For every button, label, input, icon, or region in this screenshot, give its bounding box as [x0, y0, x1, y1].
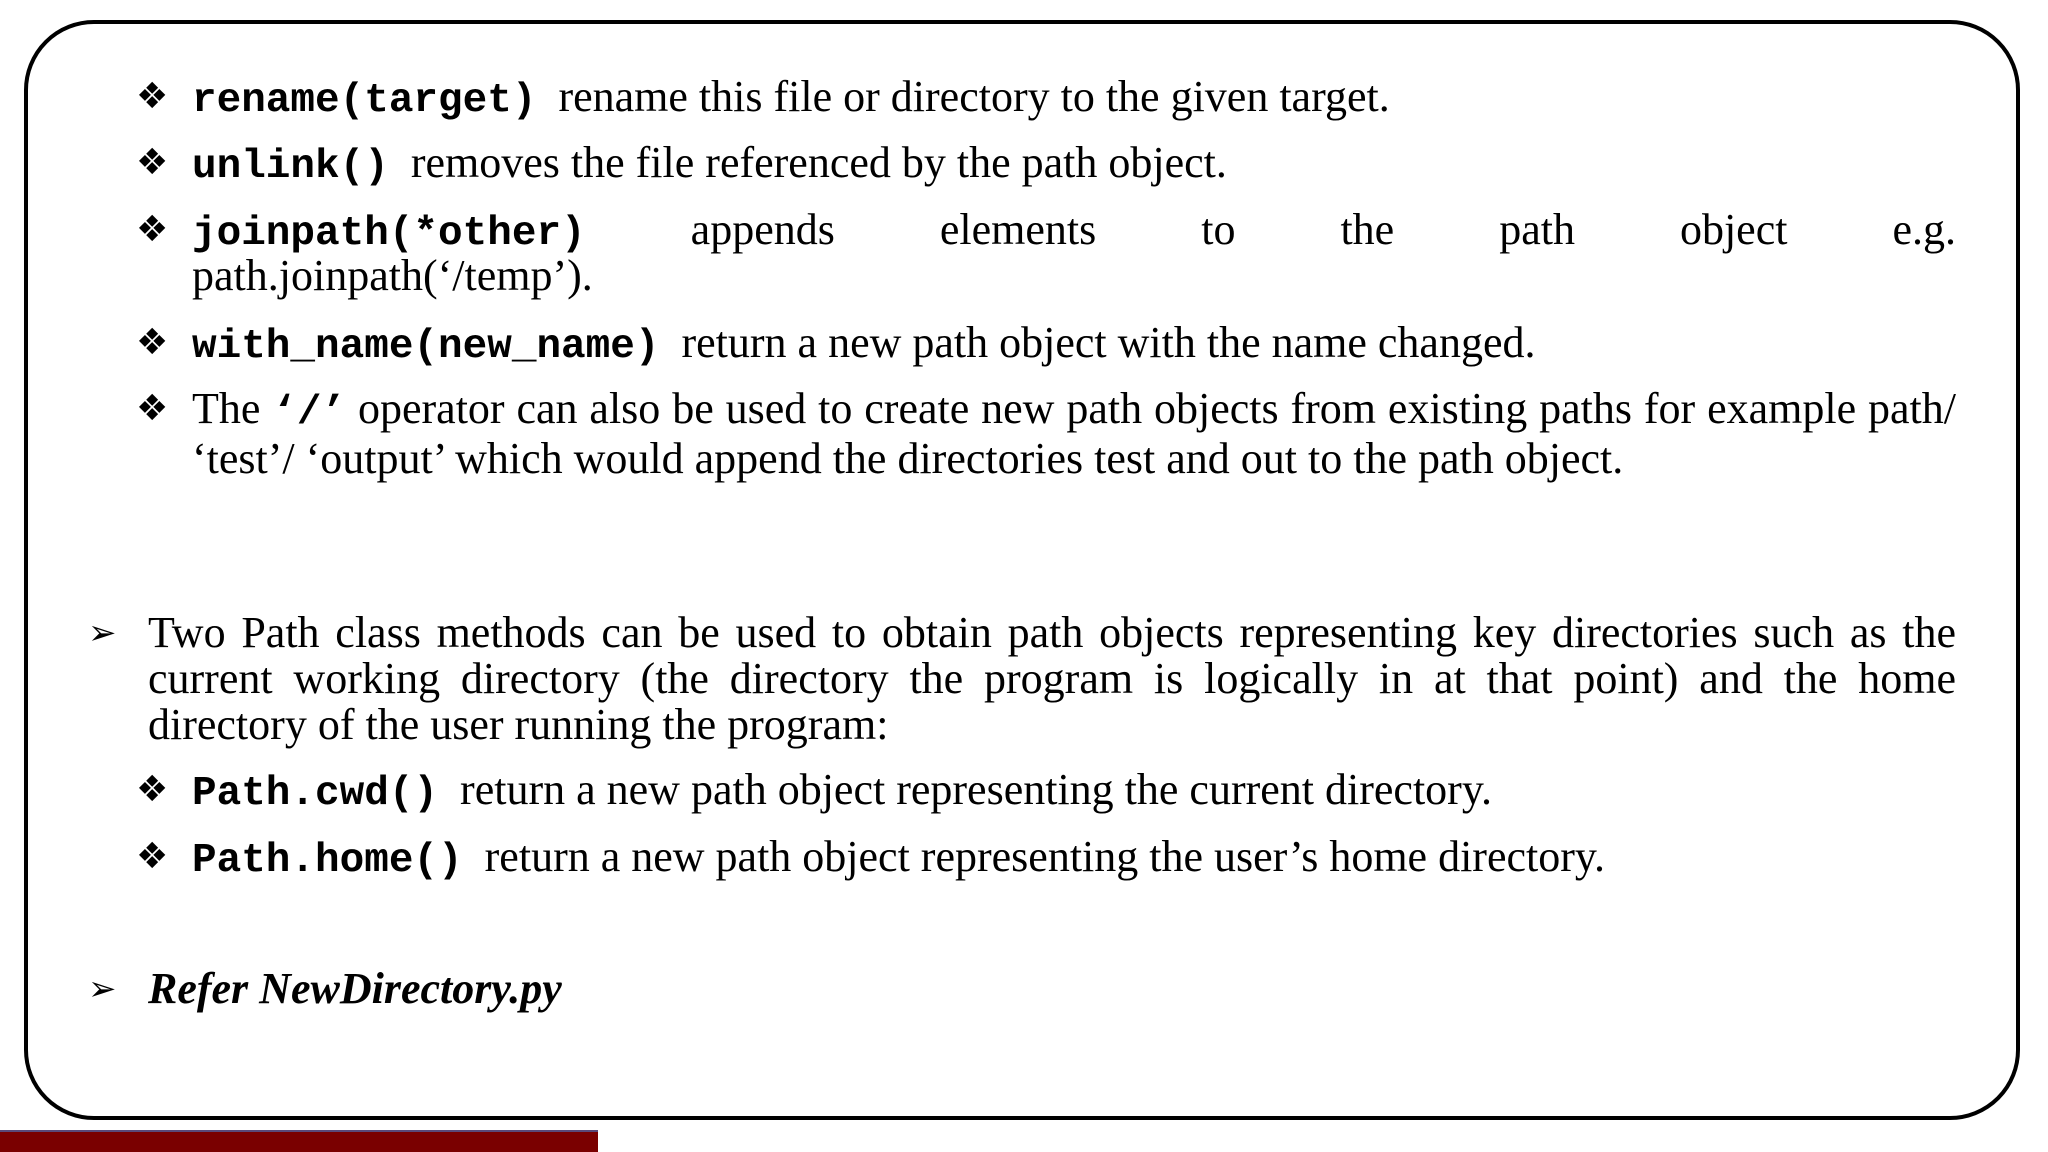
method-item-with-name	[192, 320, 1956, 370]
method-description: return a new path object representing the current directory.	[460, 765, 1492, 814]
method-description: return a new path object representing the user’s home directory.	[484, 832, 1606, 881]
method-code: with_name(new_name)	[192, 324, 660, 370]
method-code: Path.home()	[192, 838, 463, 884]
diamond-bullet-icon: ❖	[136, 769, 169, 810]
method-item-rename	[192, 74, 1956, 124]
diamond-bullet-icon: ❖	[136, 76, 169, 117]
method-description: removes the file referenced by the path object.	[410, 138, 1227, 187]
method-item-joinpath-line1	[192, 207, 1956, 257]
refer-item	[148, 966, 1956, 1012]
diamond-bullet-icon: ❖	[136, 142, 169, 183]
diamond-bullet-icon: ❖	[136, 209, 169, 250]
arrow-bullet-icon: ➢	[88, 613, 117, 653]
class-method-item-cwd	[192, 767, 1956, 817]
method-description: appends elements to the path object e.g.	[690, 205, 1956, 254]
diamond-bullet-icon: ❖	[136, 388, 169, 429]
method-description: rename this file or directory to the given target.	[558, 72, 1390, 121]
method-code: unlink()	[192, 144, 389, 190]
operator-description: operator can also be used to create new path objects from existing paths for example path/ ‘test’/ ‘output’ which would append the directories test and out to the path object.	[192, 384, 1956, 483]
operator-prefix: The	[192, 384, 261, 433]
class-method-item-home	[192, 834, 1956, 884]
method-item-joinpath-line2	[192, 253, 1956, 299]
method-code: rename(target)	[192, 78, 537, 124]
operator-item	[192, 386, 1956, 482]
method-item-unlink	[192, 140, 1956, 190]
footer-accent-bar	[0, 1130, 598, 1152]
arrow-bullet-icon: ➢	[88, 969, 117, 1009]
method-description: return a new path object with the name changed.	[681, 318, 1536, 367]
refer-text: Refer NewDirectory.py	[148, 964, 562, 1013]
class-methods-intro-text: Two Path class methods can be used to obtain path objects representing key directories such as the current working directory (the directory the program is logically in at that point) and the home directory of the user running the program:	[148, 608, 1956, 749]
diamond-bullet-icon: ❖	[136, 836, 169, 877]
class-methods-intro	[148, 610, 1956, 748]
operator-code: ‘/’	[272, 390, 347, 436]
diamond-bullet-icon: ❖	[136, 322, 169, 363]
method-code: joinpath(*other)	[192, 211, 586, 257]
method-description-continued: path.joinpath(‘/temp’).	[192, 251, 593, 300]
method-code: Path.cwd()	[192, 771, 439, 817]
